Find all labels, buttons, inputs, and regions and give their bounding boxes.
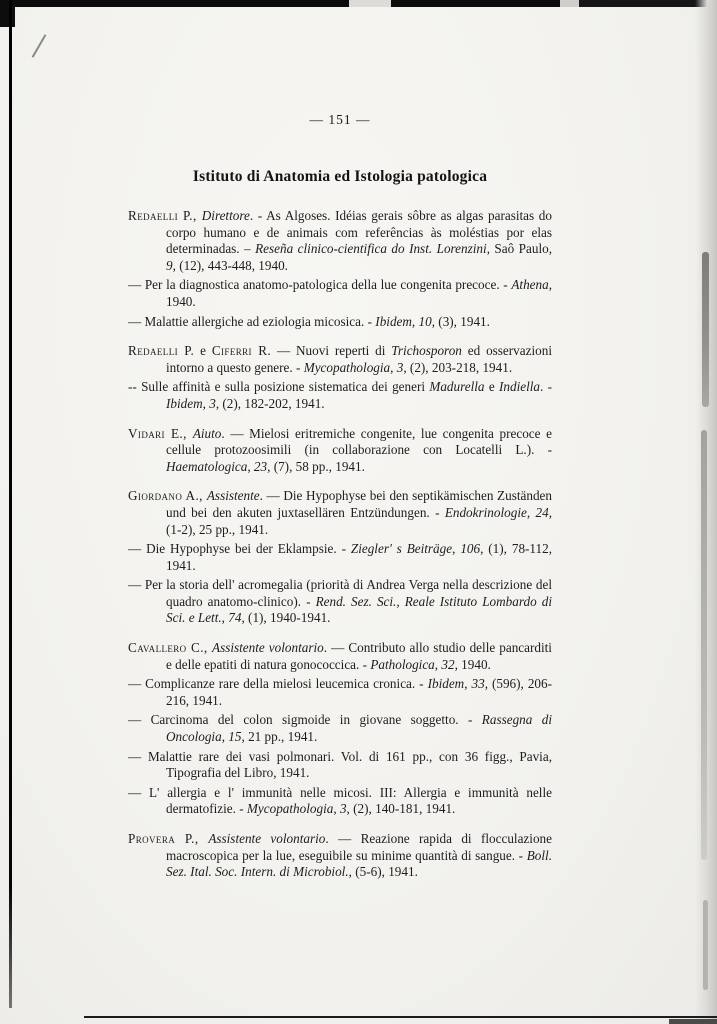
text-run: 32 [441, 656, 455, 672]
page-content [128, 112, 552, 881]
scan-corner-top-left [0, 0, 15, 27]
text-run: 3 [339, 801, 347, 817]
scan-mark-diagonal [32, 34, 47, 58]
text-run: Redaelli P. [128, 343, 195, 359]
text-run: — Per la storia dell' acromegalia (priorità di Andrea Verga nella descrizione del quadro anatomo-clinico). - [128, 577, 552, 609]
bibliography-entry [128, 712, 552, 745]
text-run: Ibidem [427, 676, 465, 692]
text-run: 15 [228, 729, 242, 745]
text-run: , [221, 610, 229, 626]
text-run: — Per la diagnostica anatomo-patologica della lue congenita precoce. - [128, 277, 512, 293]
text-run: , (12), 443-448, 1940. [172, 257, 288, 273]
bibliography-entry [128, 488, 552, 538]
bibliography-entry [128, 343, 552, 376]
text-run: Boll. Sez. Ital. Soc. Intern. di Microbiol. [166, 847, 552, 880]
text-run: , Saô Paulo, [486, 241, 553, 257]
text-run: , (2), 140-181, 1941. [346, 801, 456, 817]
text-run: . — Die Hypophyse bei den septikämischen Zuständen und bei den akuten juxtasellären Entzündungen. - [166, 488, 552, 520]
scan-blotch [703, 900, 708, 990]
scan-blotch [701, 430, 707, 860]
text-run: e [484, 379, 499, 395]
text-run: . — Contributo allo studio delle pancarditi e delle epatiti di natura gonococcica. - [166, 640, 552, 672]
text-run: Redaelli P., [128, 208, 202, 223]
text-run: Mycopathologia [246, 801, 334, 817]
text-run: Giordano A., [128, 488, 207, 504]
bibliography-entry [128, 426, 552, 476]
page-number: — 151 — [309, 112, 371, 127]
bibliography-entry [128, 831, 552, 881]
text-run: Athena [511, 277, 549, 293]
bibliography-entry [128, 676, 552, 709]
bibliography-entry [128, 749, 552, 782]
text-run: . — Mielosi eritremiche congenite, lue congenita precoce e cellule protozoosimili (in collaborazione con Locatelli L.). - [166, 425, 552, 458]
text-run: Assistente volontario [208, 831, 326, 846]
text-run: Endokrinologie [444, 504, 527, 520]
bibliography-entry [128, 314, 552, 331]
text-run: — Die Hypophyse bei der Eklampsie. - [128, 541, 351, 557]
bibliography-entry [128, 785, 552, 818]
text-run: , [526, 504, 536, 520]
text-run: , 1940. [166, 277, 552, 309]
text-run: , (1), 1940-1941. [241, 610, 331, 626]
text-run: 106 [460, 541, 481, 557]
text-run: — L' allergia e l' immunità nelle micosi. III: Allergia e immunità nelle dermatofizie. - [128, 784, 552, 817]
text-run: Assistente volontario [212, 640, 324, 656]
text-run: , [202, 395, 210, 411]
scan-corner-bottom-right [669, 1019, 717, 1024]
bibliography-entry [128, 379, 552, 412]
text-run: , (5-6), 1941. [348, 864, 418, 880]
text-run: . - As Algoses. Idéias gerais sôbre as algas parasitas do corpo humano e de animais com referências às moléstias por elas determinadas. – [166, 208, 552, 257]
text-run: . - [540, 379, 552, 395]
text-run: — Carcinoma del colon sigmoide in giovane soggetto. - [128, 712, 482, 728]
scan-blotch [702, 252, 709, 407]
text-run: , (3), 1941. [431, 313, 490, 329]
text-run: Reseña clinico-cientifica do Inst. Lorenzini [255, 241, 487, 257]
text-run: Rassegna di Oncologia [166, 712, 553, 745]
scan-edge-right-band [695, 0, 717, 1024]
text-run: Madurella [429, 379, 485, 395]
text-run: , [333, 801, 340, 817]
section-title: Istituto di Anatomia ed Istologia patologica [192, 168, 488, 185]
text-run: Trichosporon [391, 343, 462, 359]
scan-edge-bottom [84, 1016, 717, 1018]
text-run: — Nuovi reperti di [271, 343, 392, 359]
bibliography-entry [128, 277, 552, 310]
text-run: , [390, 359, 397, 375]
text-run: — Malattie allergiche ad eziologia micosica. - [128, 313, 376, 329]
text-run: , [452, 541, 461, 557]
text-run: Ibidem [375, 313, 412, 329]
text-run: — Complicanze rare della mielosi leucemica cronica. - [128, 676, 428, 692]
text-run: Cavallero C., [128, 640, 213, 656]
text-run: 9 [166, 257, 173, 273]
text-run: , (1-2), 25 pp., 1941. [166, 504, 552, 537]
text-run: 3 [396, 359, 404, 375]
bibliography-entry [128, 640, 552, 673]
text-run: Ciferri R. [211, 343, 272, 359]
bibliography-entry [128, 577, 552, 627]
text-run: Indiella [498, 379, 541, 395]
text-run: 33 [471, 676, 485, 692]
text-run: Haematologica [166, 458, 248, 474]
text-run: Provera P., [128, 831, 209, 846]
text-run: Ziegler' s Beiträge [350, 541, 453, 557]
scan-edge-left [9, 0, 12, 1008]
text-run: , (2), 182-202, 1941. [215, 395, 325, 411]
text-run: , [247, 458, 254, 474]
text-run: , [411, 313, 419, 329]
text-run: e [194, 343, 212, 359]
bibliography-list [128, 208, 552, 881]
text-run: -- Sulle affinità e sulla posizione sistematica dei generi [128, 379, 430, 395]
text-run: , [464, 676, 472, 692]
text-run: , 21 pp., 1941. [241, 729, 318, 745]
text-run: , (1), 78-112, 1941. [166, 541, 553, 573]
text-run: ed osservazioni intorno a questo genere. - [166, 343, 552, 375]
text-run: 3 [209, 395, 216, 411]
text-run: Rend. Sez. Sci., Reale Istituto Lombardo di Sci. e Lett. [166, 593, 552, 626]
text-run: Mycopathologia [303, 359, 391, 375]
bibliography-entry [128, 208, 552, 274]
text-run: 10 [418, 313, 432, 329]
text-run: . — Reazione rapida di flocculazione macroscopica per la lue, eseguibile su minime quantità di sangue. - [166, 831, 552, 863]
text-run: Assistente [206, 488, 260, 504]
bibliography-entry [128, 541, 552, 574]
text-run: 24 [535, 504, 549, 520]
text-run: Aiuto [192, 425, 222, 441]
text-run: Direttore [201, 208, 250, 223]
scan-edge-top [0, 0, 717, 7]
text-run: , (2), 203-218, 1941. [403, 359, 513, 375]
text-run: , [434, 656, 442, 672]
text-run: Ibidem [166, 395, 203, 411]
text-run: 23 [253, 458, 268, 474]
text-run: , 1940. [454, 656, 491, 672]
text-run: , [221, 729, 229, 745]
text-run: , (7), 58 pp., 1941. [267, 458, 365, 474]
text-run: Vidari E., [128, 425, 193, 441]
text-run: , (596), 206-216, 1941. [166, 676, 552, 708]
text-run: — Malattie rare dei vasi polmonari. Vol. di 161 pp., con 36 figg., Pavia, Tipografia del Libro, 1941. [128, 748, 552, 781]
text-run: Pathologica [370, 656, 435, 672]
text-run: 74 [228, 610, 242, 626]
